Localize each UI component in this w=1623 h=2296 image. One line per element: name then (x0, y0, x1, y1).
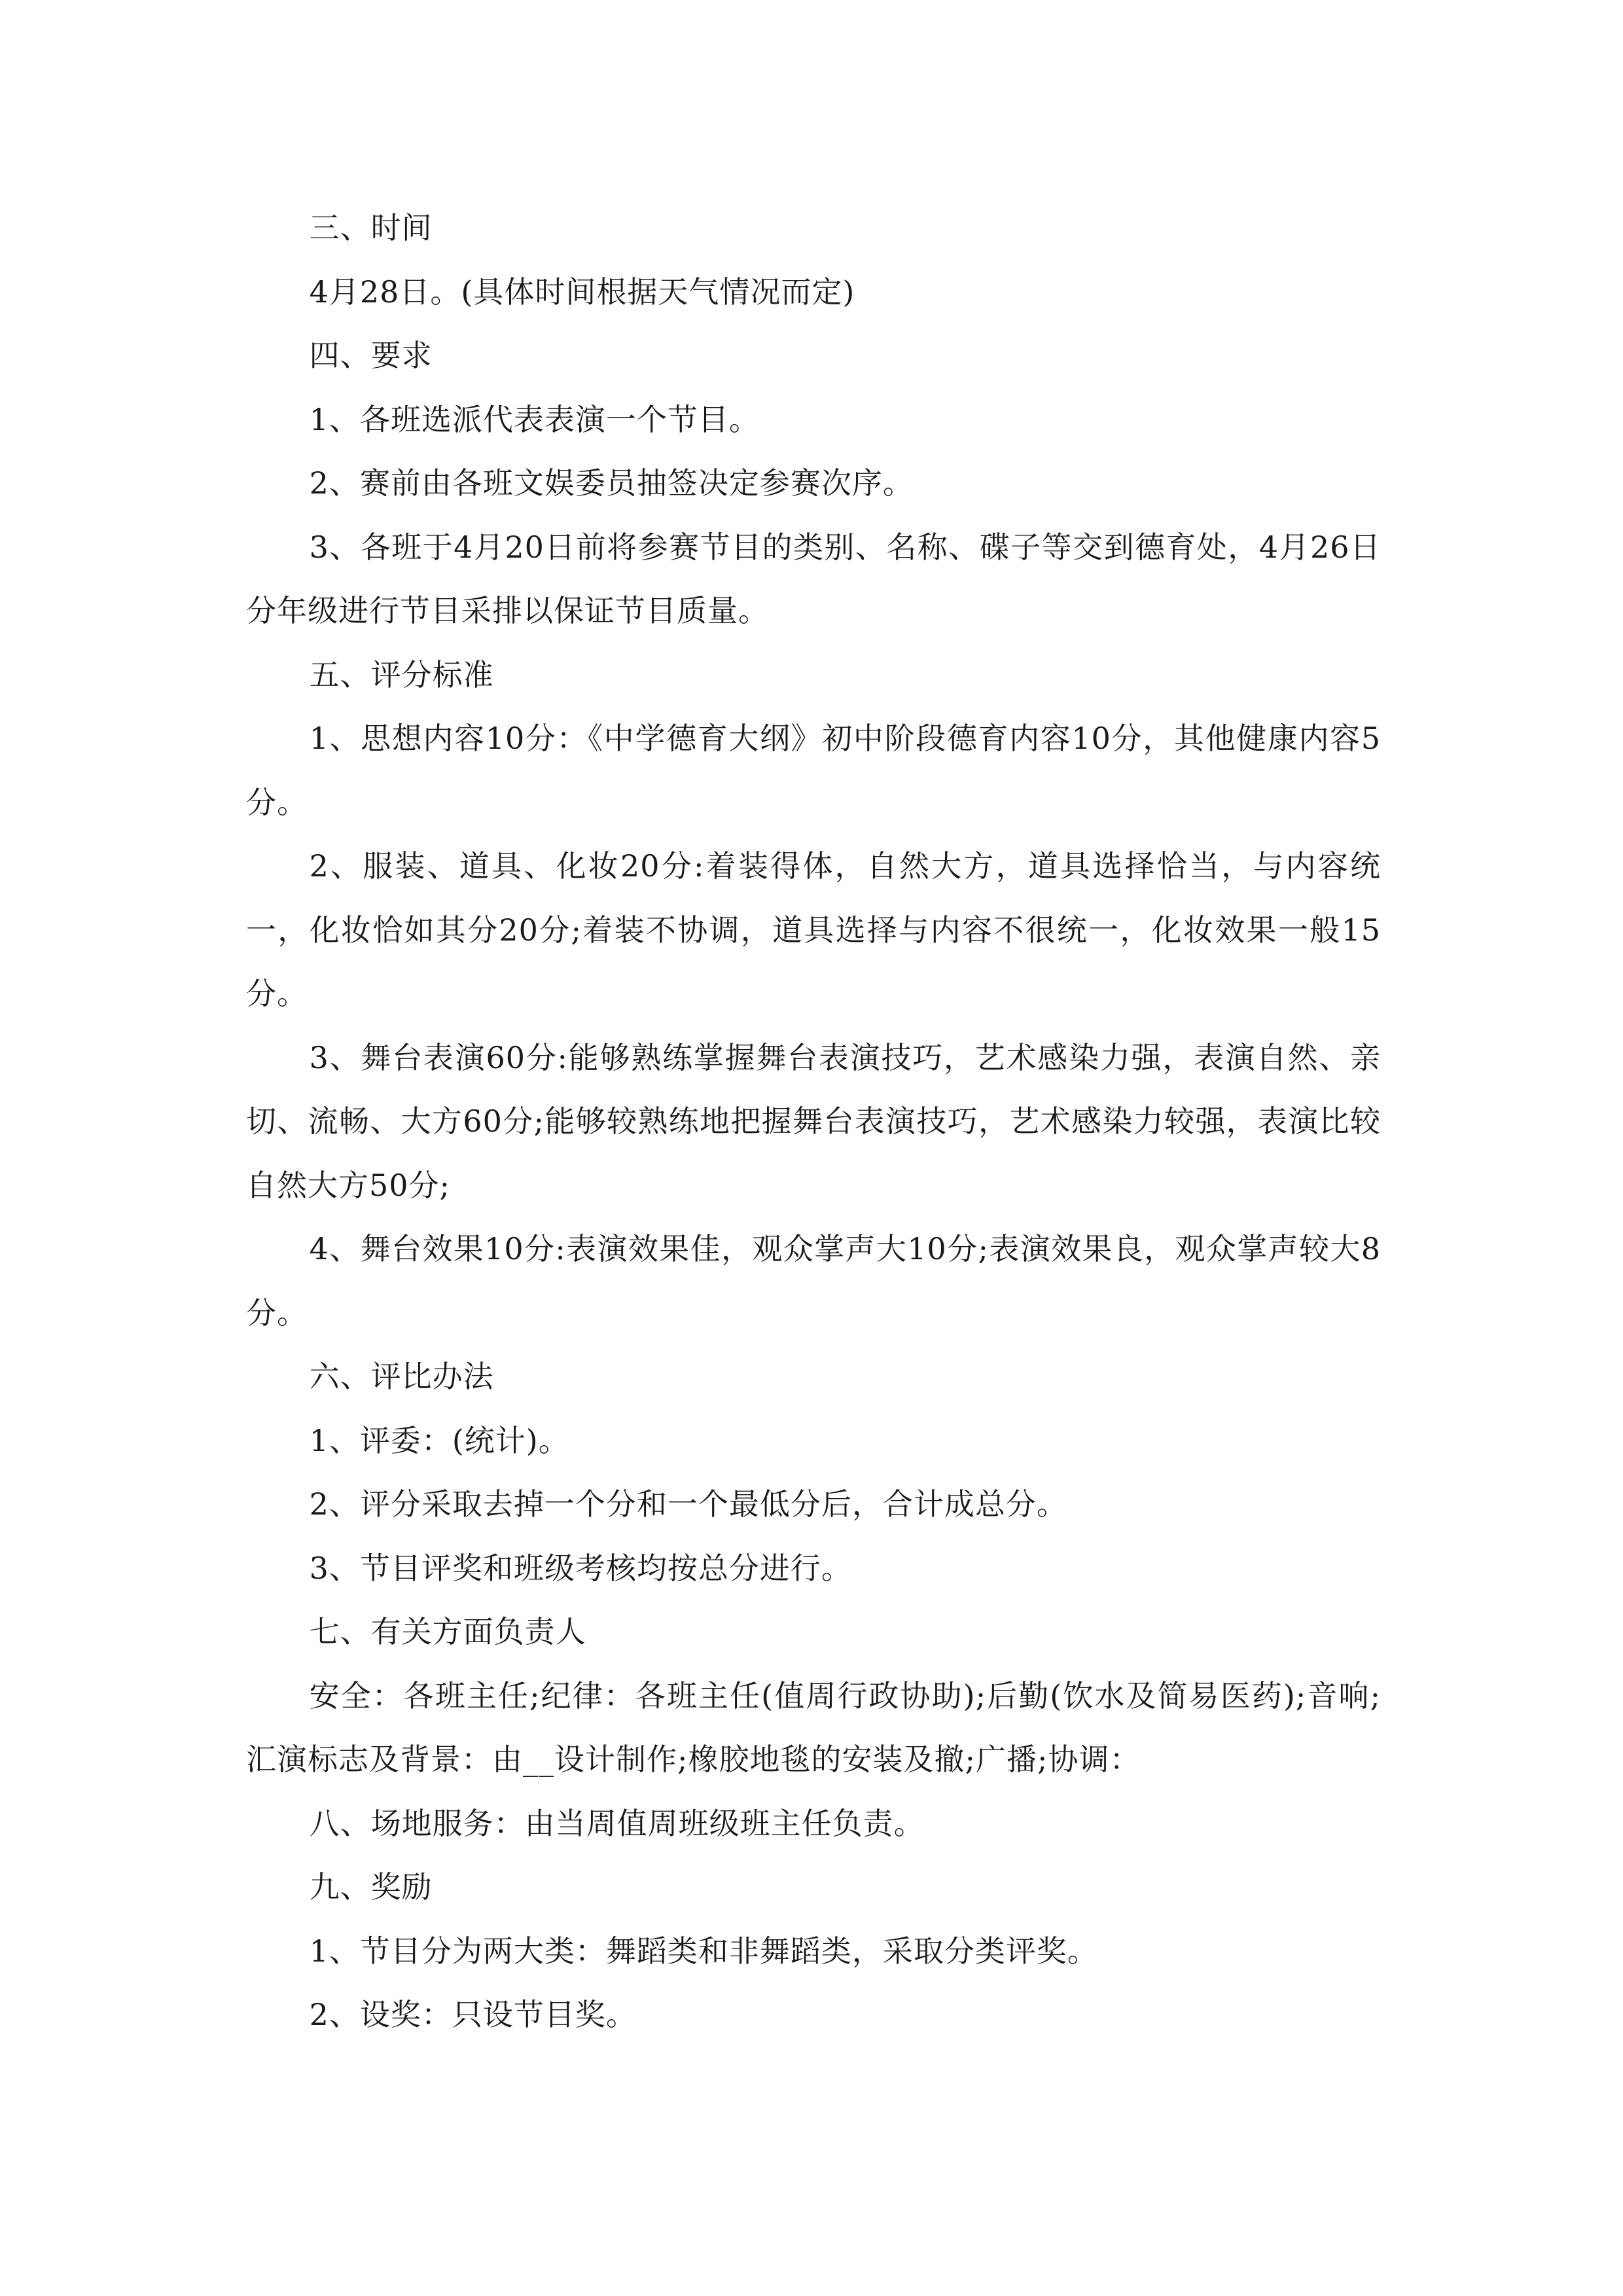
heading-awards: 九、奖励 (309, 1869, 433, 1905)
award-item-2: 2、设奖：只设节目奖。 (309, 1997, 637, 2032)
scoring-item-3: 3、舞台表演60分:能够熟练掌握舞台表演技巧，艺术感染力强，表演自然、亲切、流畅、大方60分;能够较熟练地把握舞台表演技巧，艺术感染力较强，表演比较自然大方50分; (246, 1039, 1381, 1203)
heading-responsible-persons: 七、有关方面负责人 (309, 1614, 586, 1649)
judging-item-2: 2、评分采取去掉一个分和一个最低分后，合计成总分。 (309, 1486, 1067, 1522)
judging-item-1: 1、评委：(统计)。 (309, 1422, 569, 1458)
scoring-item-1: 1、思想内容10分：《中学德育大纲》初中阶段德育内容10分，其他健康内容5分。 (246, 721, 1381, 820)
venue-service: 八、场地服务：由当周值周班级班主任负责。 (309, 1805, 925, 1841)
paragraph-date: 4月28日。(具体时间根据天气情况而定) (309, 274, 855, 310)
scoring-item-2: 2、服装、道具、化妆20分:着装得体，自然大方，道具选择恰当，与内容统一，化妆恰如其分20分;着装不协调，道具选择与内容不很统一，化妆效果一般15分。 (246, 848, 1381, 1011)
heading-judging-method: 六、评比办法 (309, 1359, 494, 1394)
requirement-item-2: 2、赛前由各班文娱委员抽签决定参赛次序。 (309, 465, 914, 501)
judging-item-3: 3、节目评奖和班级考核均按总分进行。 (309, 1550, 852, 1586)
requirement-item-1: 1、各班选派代表表演一个节目。 (309, 401, 760, 437)
heading-time: 三、时间 (309, 210, 433, 245)
scoring-item-4: 4、舞台效果10分:表演效果佳，观众掌声大10分;表演效果良，观众掌声较大8分。 (246, 1231, 1381, 1331)
award-item-1: 1、节目分为两大类：舞蹈类和非舞蹈类，采取分类评奖。 (309, 1933, 1098, 1969)
requirement-item-3: 3、各班于4月20日前将参赛节目的类别、名称、碟子等交到德育处，4月26日分年级进行节目采排以保证节目质量。 (246, 529, 1381, 628)
heading-requirements: 四、要求 (309, 338, 433, 373)
document-body (246, 196, 1381, 2047)
responsible-details: 安全：各班主任;纪律：各班主任(值周行政协助);后勤(饮水及简易医药);音响;汇演标志及背景：由__设计制作;橡胶地毯的安装及撤;广播;协调： (246, 1677, 1381, 1777)
heading-scoring-standards: 五、评分标准 (309, 656, 494, 692)
